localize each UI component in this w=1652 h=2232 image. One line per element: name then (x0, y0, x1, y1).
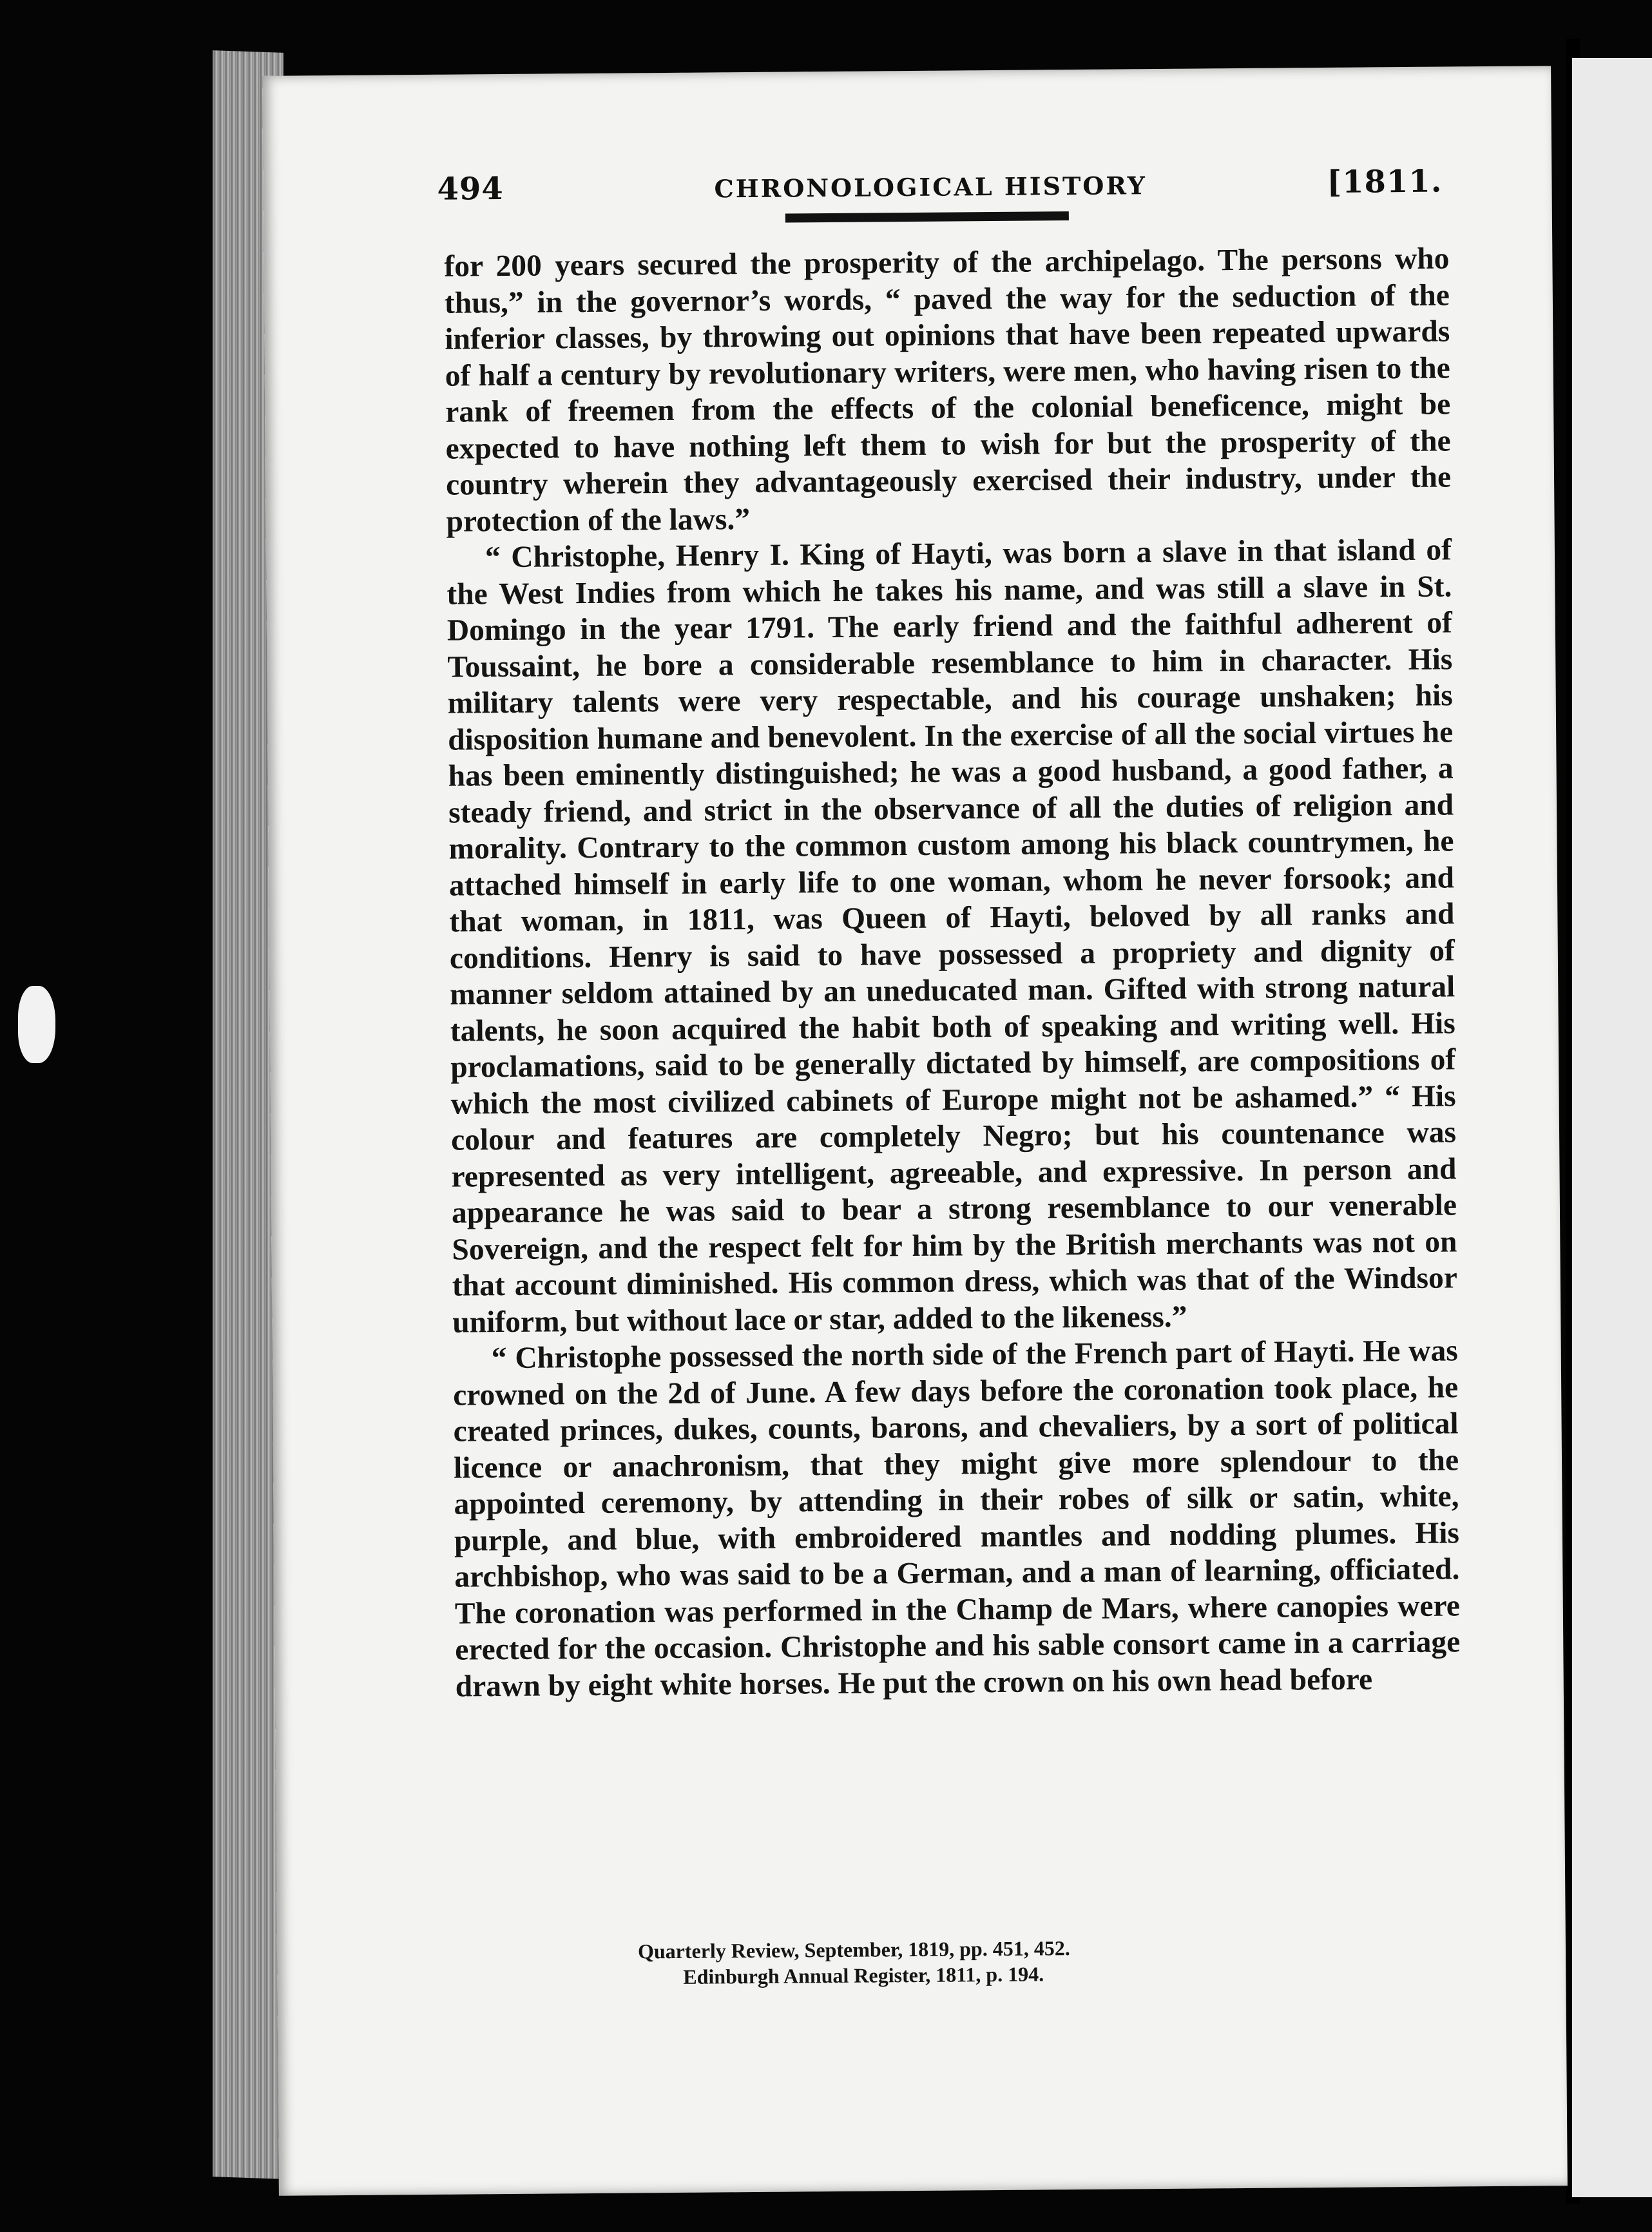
running-year: [1811. (1327, 163, 1443, 200)
running-title: CHRONOLOGICAL HISTORY (714, 171, 1148, 204)
paragraph: “ Christophe possessed the north side of the French part of Hayti. He was crowned on the 2d of June. A few days before the coronation took place, he created princes, dukes, counts, barons, and chevaliers, by a sort of political licence or anachronism, that they might give more splendour to the appointed ceremony, by attending in their robes of silk or satin, white, purple, and blue, with embroidered mantles and nodding plumes. His archbishop, who was said to be a German, and a man of learning, officiated. The coronation was performed in the Champ de Mars, where canopies were erected for the occasion. Christophe and his sable consort came in a carriage drawn by eight white horses. He put the crown on his own head before (452, 1334, 1461, 1704)
footnotes (638, 1933, 1347, 1990)
book-page (262, 66, 1568, 2196)
footnote: Quarterly Review, September, 1819, pp. 451, 452. (637, 1936, 1070, 1963)
paragraph: for 200 years secured the prosperity of the archipelago. The persons who thus,” in the governor’s words, “ paved the way for the seduction of the inferior classes, by throwing out opinions that have been repeated upwards of half a century by revolutionary writers, were men, who having risen to the rank of freemen from the effects of the colonial beneficence, might be expected to have nothing left them to wish for but the prosperity of the country wherein they advantageously exercised their industry, under the protection of the laws.” (444, 242, 1452, 539)
footnote: Edinburgh Annual Register, 1811, p. 194. (683, 1962, 1044, 1988)
facing-page-edge (1572, 58, 1652, 2197)
header-rule (785, 211, 1069, 222)
body-text (444, 240, 1461, 1704)
page-number: 494 (437, 170, 504, 207)
paragraph: “ Christophe, Henry I. King of Hayti, was born a slave in that island of the West Indies from which he takes his name, and was still a slave in St. Domingo in the year 1791. The early friend and the faithful adherent of Toussaint, he bore a considerable resemblance to him in character. His military talents were very respectable, and his courage unshaken; his disposition humane and benevolent. In the exercise of all the social virtues he has been eminently distinguished; he was a good husband, a good father, a steady friend, and strict in the observance of all the duties of religion and morality. Contrary to the common custom among his black countrymen, he attached himself in early life to one woman, whom he never forsook; and that woman, in 1811, was Queen of Hayti, beloved by all ranks and conditions. Henry is said to have possessed a propriety and dignity of manner seldom attained by an uneducated man. Gifted with strong natural talents, he soon acquired the habit both of speaking and writing well. His proclamations, said to be generally dictated by himself, are compositions of which the most civilized cabinets of Europe might not be ashamed.” “ His colour and features are completely Negro; but his countenance was represented as very intelligent, agreeable, and expressive. In person and appearance he was said to bear a strong resemblance to our venerable Sovereign, and the respect felt for him by the British merchants was not on that account diminished. His common dress, which was that of the Windsor uniform, but without lace or star, added to the likeness.” (447, 533, 1458, 1340)
scan-artifact (18, 986, 55, 1063)
running-head (437, 164, 1443, 216)
